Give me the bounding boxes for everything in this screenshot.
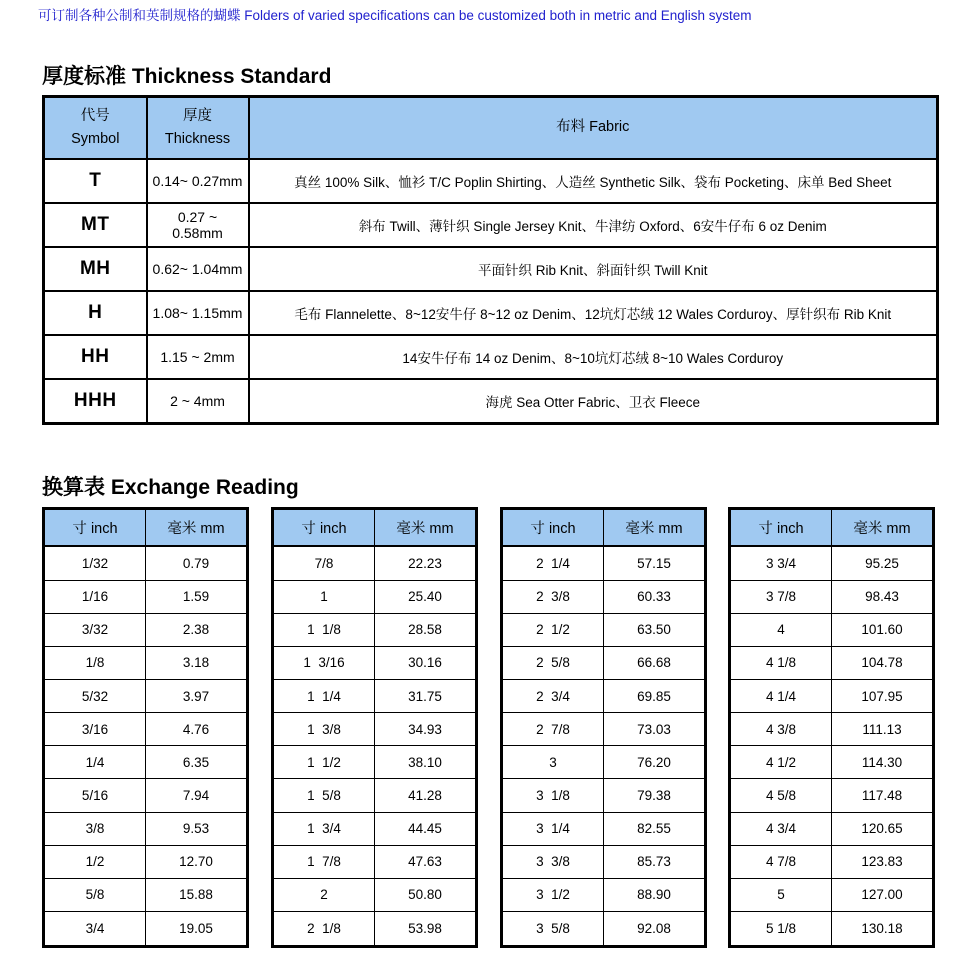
- mm-cell: 66.68: [604, 646, 706, 679]
- exchange-row: [44, 546, 248, 580]
- mm-cell: 0.79: [146, 546, 248, 580]
- inch-cell: 2 3/4: [502, 679, 604, 712]
- thickness-header-en: Thickness: [164, 131, 231, 147]
- fabric-cell: 毛布 Flannelette、8~12安牛仔 8~12 oz Denim、12坑灯芯绒 12 Wales Corduroy、厚针织布 Rib Knit: [249, 291, 938, 335]
- inch-cell: 4 3/4: [730, 812, 832, 845]
- thickness-cell: 1.08~ 1.15mm: [147, 291, 249, 335]
- mm-header: 毫米 mm: [604, 509, 706, 547]
- fabric-cell: 14安牛仔布 14 oz Denim、8~10坑灯芯绒 8~10 Wales Corduroy: [249, 335, 938, 379]
- mm-cell: 69.85: [604, 679, 706, 712]
- exchange-row: [730, 746, 934, 779]
- inch-cell: 3 1/8: [502, 779, 604, 812]
- exchange-row: [273, 845, 477, 878]
- fabric-cell: 斜布 Twill、薄针织 Single Jersey Knit、牛津纺 Oxford、6安牛仔布 6 oz Denim: [249, 203, 938, 247]
- exchange-row: [273, 546, 477, 580]
- thickness-header-zh: 厚度: [183, 107, 212, 124]
- inch-cell: 3 1/2: [502, 878, 604, 911]
- mm-cell: 4.76: [146, 713, 248, 746]
- mm-cell: 38.10: [375, 746, 477, 779]
- mm-header: 毫米 mm: [146, 509, 248, 547]
- exchange-row: [273, 878, 477, 911]
- thickness-row: [44, 291, 938, 335]
- mm-cell: 30.16: [375, 646, 477, 679]
- inch-cell: 1 5/8: [273, 779, 375, 812]
- exchange-row: [44, 580, 248, 613]
- symbol-header-en: Symbol: [71, 131, 120, 147]
- exchange-row: [44, 845, 248, 878]
- mm-cell: 76.20: [604, 746, 706, 779]
- mm-cell: 50.80: [375, 878, 477, 911]
- inch-cell: 4 1/8: [730, 646, 832, 679]
- exchange-row: [502, 746, 706, 779]
- exchange-row: [502, 812, 706, 845]
- exchange-row: [502, 779, 706, 812]
- inch-cell: 4 3/8: [730, 713, 832, 746]
- fabric-cell: 海虎 Sea Otter Fabric、卫衣 Fleece: [249, 379, 938, 424]
- inch-cell: 2 1/2: [502, 613, 604, 646]
- inch-header: 寸 inch: [44, 509, 146, 547]
- mm-cell: 107.95: [832, 679, 934, 712]
- inch-cell: 3/32: [44, 613, 146, 646]
- inch-cell: 2 1/8: [273, 911, 375, 946]
- thickness-table: [42, 95, 939, 425]
- inch-cell: 7/8: [273, 546, 375, 580]
- fabric-cell: 平面针织 Rib Knit、斜面针织 Twill Knit: [249, 247, 938, 291]
- exchange-row: [730, 679, 934, 712]
- mm-cell: 44.45: [375, 812, 477, 845]
- mm-cell: 95.25: [832, 546, 934, 580]
- mm-cell: 73.03: [604, 713, 706, 746]
- exchange-row: [730, 713, 934, 746]
- inch-header: 寸 inch: [730, 509, 832, 547]
- exchange-row: [273, 613, 477, 646]
- mm-cell: 53.98: [375, 911, 477, 946]
- exchange-table-1: [42, 507, 249, 948]
- inch-cell: 1 3/8: [273, 713, 375, 746]
- exchange-row: [44, 613, 248, 646]
- mm-cell: 63.50: [604, 613, 706, 646]
- exchange-row: [273, 679, 477, 712]
- exchange-header-row: [273, 509, 477, 547]
- inch-header: 寸 inch: [273, 509, 375, 547]
- exchange-row: [730, 779, 934, 812]
- inch-cell: 3 3/8: [502, 845, 604, 878]
- inch-cell: 1 1/4: [273, 679, 375, 712]
- thickness-row: [44, 159, 938, 203]
- exchange-row: [44, 713, 248, 746]
- mm-cell: 114.30: [832, 746, 934, 779]
- mm-cell: 41.28: [375, 779, 477, 812]
- mm-cell: 117.48: [832, 779, 934, 812]
- thickness-cell: 0.62~ 1.04mm: [147, 247, 249, 291]
- exchange-section-title: 换算表 Exchange Reading: [42, 476, 299, 499]
- exchange-row: [273, 580, 477, 613]
- mm-cell: 22.23: [375, 546, 477, 580]
- inch-header: 寸 inch: [502, 509, 604, 547]
- inch-cell: 4 1/4: [730, 679, 832, 712]
- thickness-header-row: [44, 97, 938, 160]
- inch-cell: 3/16: [44, 713, 146, 746]
- mm-cell: 34.93: [375, 713, 477, 746]
- inch-cell: 2 5/8: [502, 646, 604, 679]
- exchange-row: [730, 812, 934, 845]
- mm-cell: 57.15: [604, 546, 706, 580]
- exchange-row: [273, 746, 477, 779]
- mm-cell: 1.59: [146, 580, 248, 613]
- thickness-cell: 0.14~ 0.27mm: [147, 159, 249, 203]
- exchange-row: [44, 746, 248, 779]
- inch-cell: 4 7/8: [730, 845, 832, 878]
- inch-cell: 1 1/8: [273, 613, 375, 646]
- exchange-row: [730, 911, 934, 946]
- mm-cell: 12.70: [146, 845, 248, 878]
- mm-cell: 28.58: [375, 613, 477, 646]
- inch-cell: 4: [730, 613, 832, 646]
- exchange-table-3: [500, 507, 707, 948]
- inch-cell: 2: [273, 878, 375, 911]
- symbol-cell: H: [44, 291, 147, 335]
- inch-cell: 3 1/4: [502, 812, 604, 845]
- exchange-header-row: [730, 509, 934, 547]
- inch-cell: 3 7/8: [730, 580, 832, 613]
- mm-cell: 25.40: [375, 580, 477, 613]
- exchange-row: [44, 812, 248, 845]
- inch-cell: 2 3/8: [502, 580, 604, 613]
- exchange-row: [730, 845, 934, 878]
- mm-cell: 79.38: [604, 779, 706, 812]
- symbol-header-zh: 代号: [80, 107, 110, 124]
- inch-cell: 1 1/2: [273, 746, 375, 779]
- mm-cell: 120.65: [832, 812, 934, 845]
- inch-cell: 1: [273, 580, 375, 613]
- mm-cell: 92.08: [604, 911, 706, 946]
- exchange-row: [273, 812, 477, 845]
- exchange-row: [273, 911, 477, 946]
- thickness-header-fabric: 布料 Fabric: [249, 97, 938, 160]
- inch-cell: 3: [502, 746, 604, 779]
- exchange-row: [730, 546, 934, 580]
- exchange-row: [44, 779, 248, 812]
- thickness-header-thickness: [147, 97, 249, 160]
- inch-cell: 1 3/4: [273, 812, 375, 845]
- inch-cell: 2 7/8: [502, 713, 604, 746]
- mm-cell: 15.88: [146, 878, 248, 911]
- inch-cell: 1/16: [44, 580, 146, 613]
- inch-cell: 1/8: [44, 646, 146, 679]
- inch-cell: 3/8: [44, 812, 146, 845]
- exchange-row: [730, 613, 934, 646]
- thickness-cell: 1.15 ~ 2mm: [147, 335, 249, 379]
- mm-cell: 3.18: [146, 646, 248, 679]
- exchange-row: [44, 878, 248, 911]
- inch-cell: 5/32: [44, 679, 146, 712]
- inch-cell: 3 5/8: [502, 911, 604, 946]
- inch-cell: 1 3/16: [273, 646, 375, 679]
- mm-cell: 88.90: [604, 878, 706, 911]
- exchange-table-4: [728, 507, 935, 948]
- mm-cell: 19.05: [146, 911, 248, 946]
- thickness-row: [44, 335, 938, 379]
- inch-cell: 1/2: [44, 845, 146, 878]
- inch-cell: 3 3/4: [730, 546, 832, 580]
- mm-cell: 82.55: [604, 812, 706, 845]
- exchange-row: [502, 646, 706, 679]
- exchange-table-2: [271, 507, 478, 948]
- mm-cell: 3.97: [146, 679, 248, 712]
- inch-cell: 1 7/8: [273, 845, 375, 878]
- mm-header: 毫米 mm: [375, 509, 477, 547]
- exchange-row: [730, 646, 934, 679]
- exchange-row: [44, 911, 248, 946]
- mm-cell: 111.13: [832, 713, 934, 746]
- exchange-row: [502, 580, 706, 613]
- exchange-row: [730, 878, 934, 911]
- mm-cell: 127.00: [832, 878, 934, 911]
- thickness-section-title: 厚度标准 Thickness Standard: [42, 65, 332, 88]
- exchange-header-row: [44, 509, 248, 547]
- fabric-cell: 真丝 100% Silk、恤衫 T/C Poplin Shirting、人造丝 Synthetic Silk、袋布 Pocketing、床单 Bed Sheet: [249, 159, 938, 203]
- inch-cell: 5: [730, 878, 832, 911]
- mm-cell: 85.73: [604, 845, 706, 878]
- mm-header: 毫米 mm: [832, 509, 934, 547]
- mm-cell: 98.43: [832, 580, 934, 613]
- symbol-cell: MH: [44, 247, 147, 291]
- exchange-row: [502, 713, 706, 746]
- inch-cell: 5/8: [44, 878, 146, 911]
- inch-cell: 1/4: [44, 746, 146, 779]
- mm-cell: 9.53: [146, 812, 248, 845]
- inch-cell: 2 1/4: [502, 546, 604, 580]
- inch-cell: 5/16: [44, 779, 146, 812]
- inch-cell: 3/4: [44, 911, 146, 946]
- exchange-row: [502, 911, 706, 946]
- mm-cell: 60.33: [604, 580, 706, 613]
- exchange-row: [44, 646, 248, 679]
- mm-cell: 104.78: [832, 646, 934, 679]
- top-note: 可订制各种公制和英制规格的蝴蝶 Folders of varied specifications can be customized both in metric and English system: [38, 8, 752, 23]
- exchange-row: [502, 878, 706, 911]
- mm-cell: 6.35: [146, 746, 248, 779]
- mm-cell: 101.60: [832, 613, 934, 646]
- thickness-row: [44, 203, 938, 247]
- thickness-row: [44, 379, 938, 424]
- mm-cell: 123.83: [832, 845, 934, 878]
- exchange-row: [730, 580, 934, 613]
- inch-cell: 4 5/8: [730, 779, 832, 812]
- mm-cell: 7.94: [146, 779, 248, 812]
- inch-cell: 1/32: [44, 546, 146, 580]
- exchange-row: [502, 679, 706, 712]
- exchange-row: [273, 646, 477, 679]
- exchange-row: [502, 845, 706, 878]
- thickness-row: [44, 247, 938, 291]
- thickness-cell: 2 ~ 4mm: [147, 379, 249, 424]
- exchange-row: [273, 713, 477, 746]
- thickness-header-symbol: [44, 97, 147, 160]
- mm-cell: 47.63: [375, 845, 477, 878]
- mm-cell: 2.38: [146, 613, 248, 646]
- exchange-row: [502, 546, 706, 580]
- inch-cell: 5 1/8: [730, 911, 832, 946]
- exchange-header-row: [502, 509, 706, 547]
- exchange-row: [44, 679, 248, 712]
- thickness-cell: 0.27 ~ 0.58mm: [147, 203, 249, 247]
- exchange-row: [502, 613, 706, 646]
- symbol-cell: HHH: [44, 379, 147, 424]
- symbol-cell: MT: [44, 203, 147, 247]
- inch-cell: 4 1/2: [730, 746, 832, 779]
- symbol-cell: T: [44, 159, 147, 203]
- mm-cell: 130.18: [832, 911, 934, 946]
- symbol-cell: HH: [44, 335, 147, 379]
- mm-cell: 31.75: [375, 679, 477, 712]
- exchange-row: [273, 779, 477, 812]
